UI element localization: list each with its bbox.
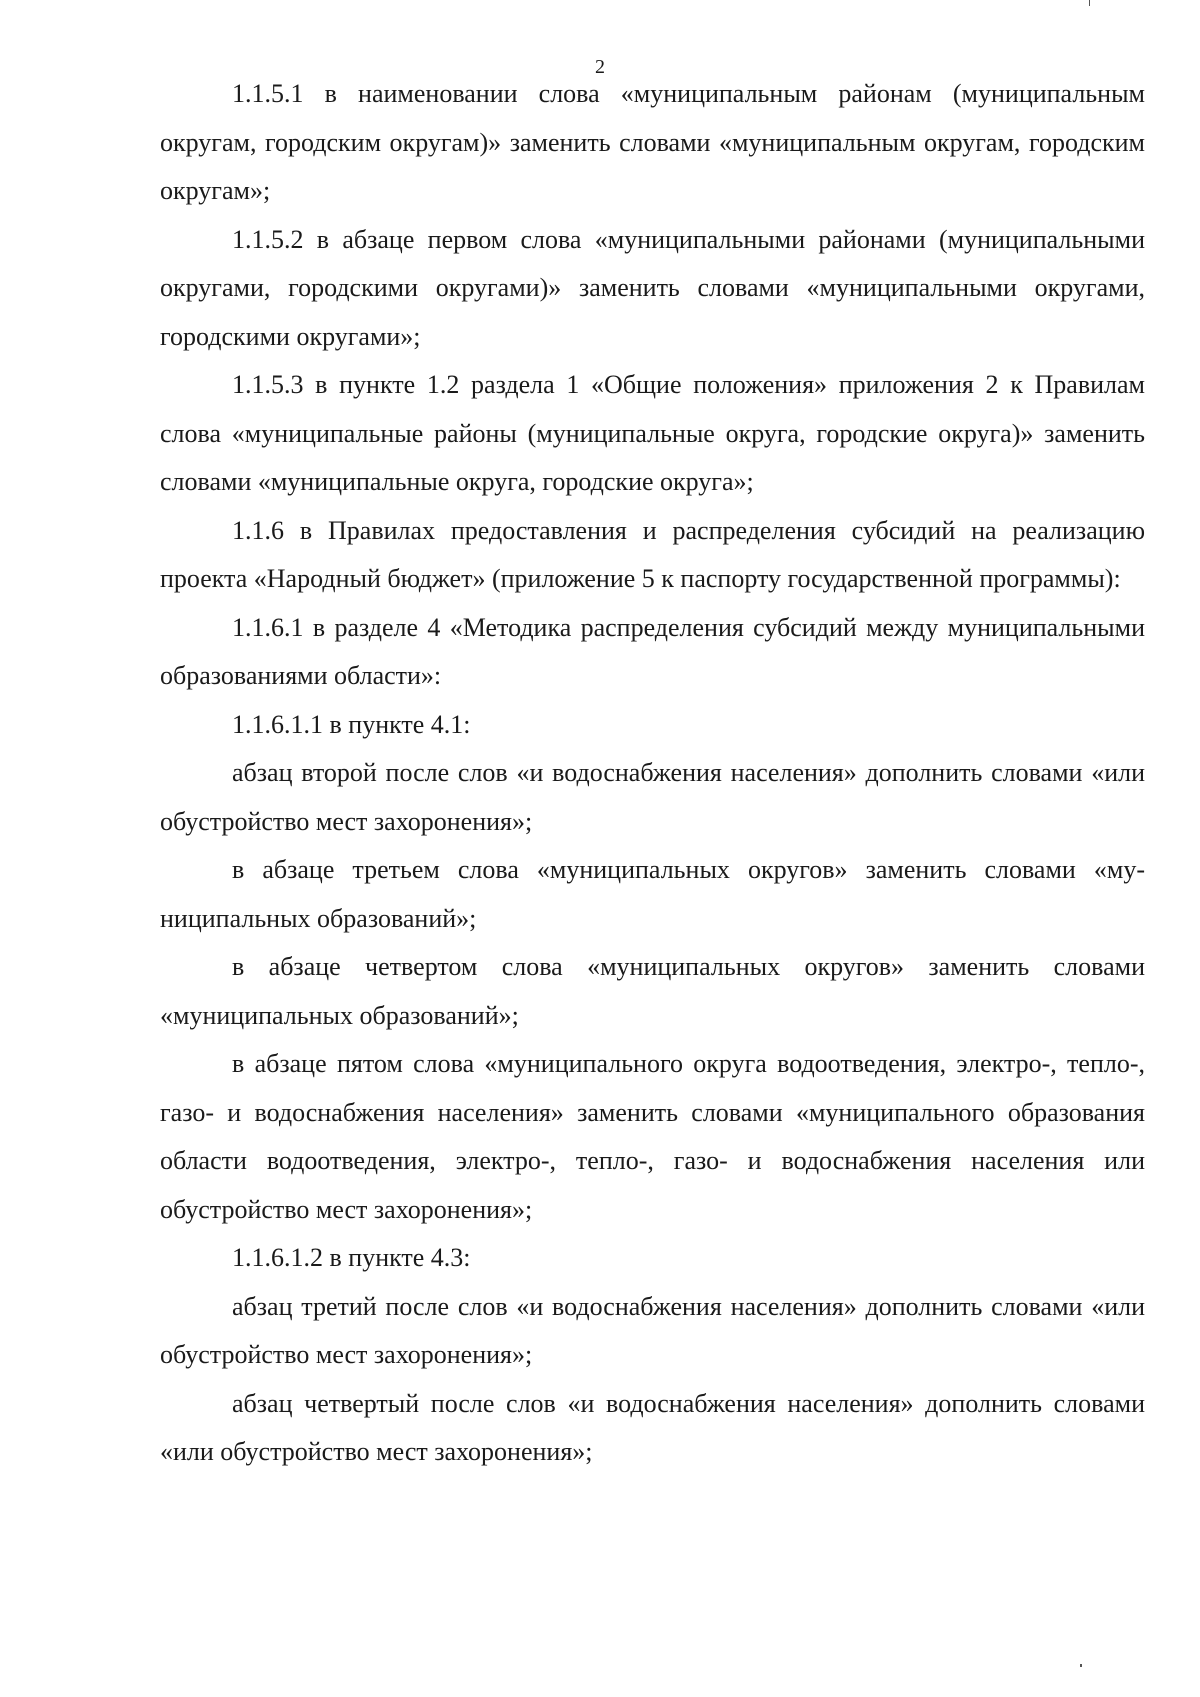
document-body [160, 70, 1145, 1477]
paragraph-1-1-5-1: 1.1.5.1 в наименовании слова «муниципальным районам (муниципальным округам, городским округам)» заменить словами «муниципальным округам, городским округам»; [160, 79, 1145, 205]
paragraph-1-1-6: 1.1.6 в Правилах предоставления и распределения субсидий на реализацию проекта «Народный бюджет» (приложение 5 к паспорту государственной программы): [160, 515, 1145, 593]
paragraph-4-3-abzac-4: абзац четвертый после слов «и водоснабжения населения» дополнить словами «или обустройство мест захоронения»; [160, 1388, 1145, 1466]
paragraph-4-1-abzac-4: в абзаце четвертом слова «муниципальных округов» заменить словами «муниципальных образований»; [160, 952, 1145, 1030]
paragraph-4-1-abzac-5: в абзаце пятом слова «муниципального округа водоотведения, электро-, тепло-, газо- и водоснабжения населения» заменить словами «муниципального образования области водоотведения, электро-, тепло-, газо- и водоснабжения населения или обустройство мест захоронения»; [160, 1049, 1145, 1224]
paragraph-1-1-6-1-2: 1.1.6.1.2 в пункте 4.3: [232, 1243, 471, 1272]
paragraph-1-1-5-3: 1.1.5.3 в пункте 1.2 раздела 1 «Общие положения» приложения 2 к Правилам слова «муниципальные районы (муниципальные округа, городские округа)» заменить словами «муниципальные округа, городские округа»; [160, 370, 1145, 496]
paragraph-4-3-abzac-3: абзац третий после слов «и водоснабжения населения» дополнить словами «или обустройство мест захоронения»; [160, 1291, 1145, 1369]
scan-mark [1089, 0, 1090, 6]
paragraph-4-1-abzac-3: в абзаце третьем слова «муниципальных округов» заменить словами «муниципальных образований»; [160, 855, 1145, 933]
paragraph-1-1-6-1: 1.1.6.1 в разделе 4 «Методика распределения субсидий между муниципальными образованиями области»: [160, 612, 1145, 690]
paragraph-4-1-abzac-2: абзац второй после слов «и водоснабжения населения» дополнить словами «или обустройство мест захоронения»; [160, 758, 1145, 836]
scan-mark-bottom [1080, 1664, 1082, 1667]
paragraph-1-1-6-1-1: 1.1.6.1.1 в пункте 4.1: [232, 709, 471, 739]
paragraph-1-1-5-2: 1.1.5.2 в абзаце первом слова «муниципальными районами (муниципальными округами, городскими округами)» заменить словами «муниципальными округами, городскими округами»; [160, 224, 1145, 351]
page-number: 2 [595, 56, 605, 78]
